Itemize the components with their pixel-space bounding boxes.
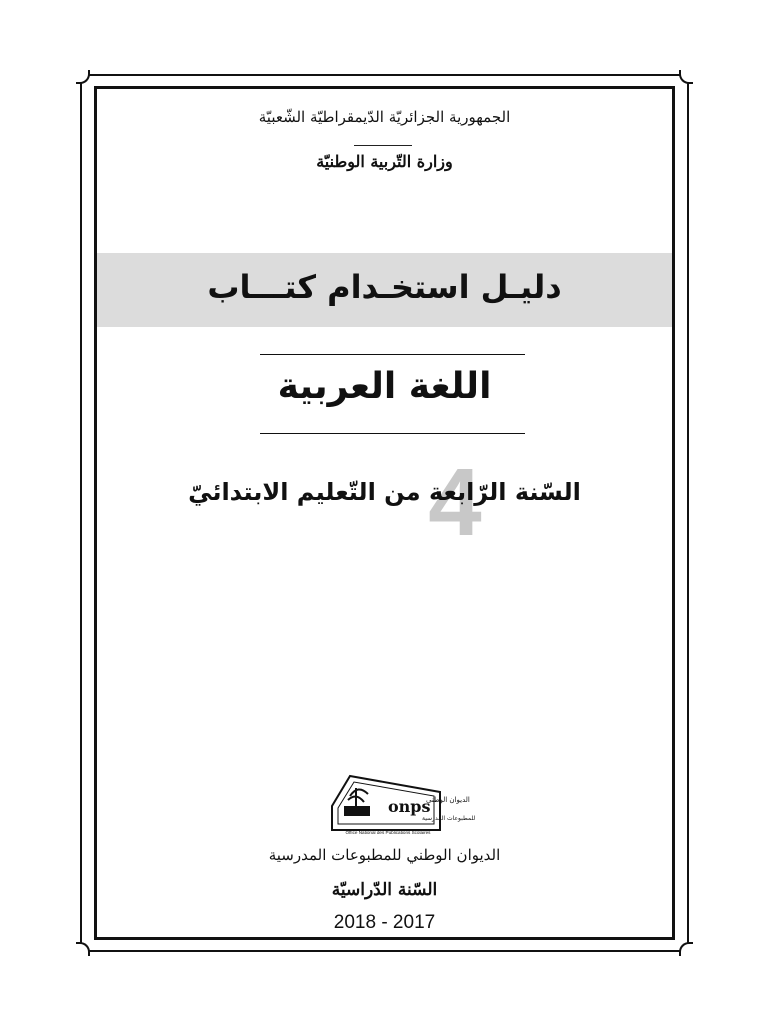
logo-brand: onps <box>388 797 431 816</box>
academic-years: 2018 - 2017 <box>333 912 436 933</box>
grade-number: 4 <box>428 449 482 556</box>
logo-caption: Office National des Publications Scolaires <box>345 830 431 835</box>
header-divider <box>354 145 412 146</box>
logo-arabic-bottom: للمطبوعات المدرسية <box>422 815 476 822</box>
ministry-name: وزارة التّربية الوطنيّة <box>316 152 453 171</box>
subject-rule-top <box>260 354 525 355</box>
grade-level-text: السّنة الرّابعة من التّعليم الابتدائيّ <box>188 478 581 506</box>
subject-rule-bottom <box>260 433 525 434</box>
republic-name: الجمهورية الجزائريّة الدّيمقراطيّة الشّعبيّة <box>258 108 511 126</box>
logo-arabic-top: الديوان الوطني <box>426 796 470 804</box>
publisher-name: الديوان الوطني للمطبوعات المدرسية <box>268 846 501 864</box>
academic-year-label: السّنة الدّراسيّة <box>331 880 438 900</box>
guide-title: دليـل استخـدام كتـــاب <box>207 268 562 306</box>
subject-title: اللغة العربية <box>277 366 492 407</box>
border-corner-bottom-right <box>679 942 693 956</box>
publisher-logo <box>328 766 476 838</box>
